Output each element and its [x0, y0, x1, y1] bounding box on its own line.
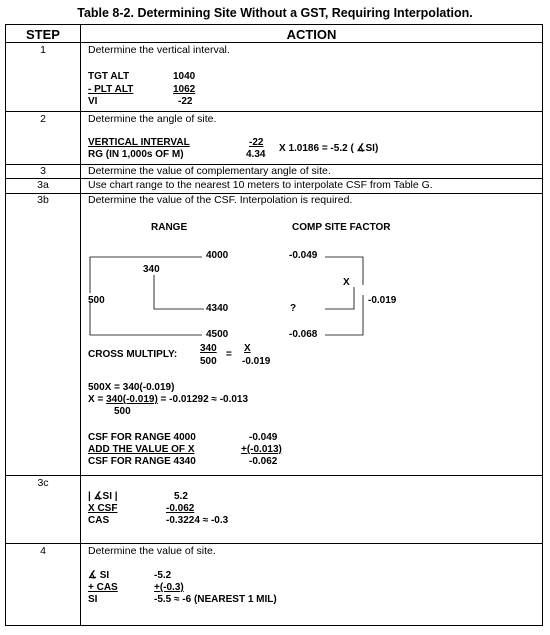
site-result-label: SI — [88, 594, 98, 605]
x-csf-value: -0.062 — [166, 503, 195, 514]
step-3a-action: Use chart range to the nearest 10 meters to interpolate CSF from Table G. — [88, 179, 433, 191]
step-4: 4 — [40, 545, 46, 557]
interpolation-diagram — [6, 25, 542, 625]
cm-den-1: 500 — [200, 356, 217, 367]
step-4-action: Determine the value of site. — [88, 545, 216, 557]
csf-4340-value: -0.062 — [249, 456, 278, 467]
range-500: 500 — [88, 295, 105, 306]
site-cas-value: +(-0.3) — [154, 582, 184, 593]
site-si-label: ∡ SI — [88, 570, 110, 581]
angle-of-site-result: X 1.0186 = -5.2 ( ∡SI) — [279, 143, 379, 154]
range-4500: 4500 — [206, 329, 229, 340]
action-header: ACTION — [286, 27, 337, 42]
add-x-label: ADD THE VALUE OF X — [88, 444, 195, 455]
tgt-alt-value: 1040 — [173, 71, 196, 82]
value-fraction-denominator: 4.34 — [246, 149, 266, 160]
csf-068: -0.068 — [289, 329, 318, 340]
vi-label: VI — [88, 96, 98, 107]
equation-2: X = 340(-0.019) = -0.01292 ≈ -0.013 — [88, 394, 249, 405]
step-1-action: Determine the vertical interval. — [88, 44, 230, 56]
cas-value: -0.3224 ≈ -0.3 — [166, 515, 229, 526]
row-divider — [6, 543, 542, 544]
csf-4340-label: CSF FOR RANGE 4340 — [88, 456, 196, 467]
site-cas-label: + CAS — [88, 582, 118, 593]
vi-fraction-numerator: VERTICAL INTERVAL — [88, 137, 190, 148]
cm-equals: = — [226, 349, 232, 360]
step-2: 2 — [40, 113, 46, 125]
csf-unknown: ? — [290, 303, 297, 314]
procedure-table — [5, 24, 543, 626]
si-abs-value: 5.2 — [174, 491, 188, 502]
tgt-alt-label: TGT ALT — [88, 71, 130, 82]
csf-4000-label: CSF FOR RANGE 4000 — [88, 432, 196, 443]
csf-049: -0.049 — [289, 250, 318, 261]
equation-3: 500 — [114, 406, 131, 417]
step-header: STEP — [26, 27, 60, 42]
range-4340: 4340 — [206, 303, 229, 314]
x-csf-label: X CSF — [88, 503, 118, 514]
range-bracket-outer-top — [90, 257, 202, 293]
csf-4000-value: -0.049 — [249, 432, 278, 443]
csf-bracket-q — [325, 287, 354, 309]
equation-1: 500X = 340(-0.019) — [88, 382, 175, 393]
range-340: 340 — [143, 264, 160, 275]
cm-den-2: -0.019 — [242, 356, 271, 367]
cm-num-2: X — [244, 343, 251, 354]
vi-value: -22 — [178, 96, 193, 107]
step-3b: 3b — [37, 194, 49, 206]
plt-alt-label: - PLT ALT — [88, 84, 134, 95]
range-header: RANGE — [151, 222, 188, 233]
add-x-value: +(-0.013) — [241, 444, 282, 455]
csf-019: -0.019 — [368, 295, 397, 306]
cas-label: CAS — [88, 515, 110, 526]
si-abs-label: | ∡SI | — [88, 491, 118, 502]
step-3: 3 — [40, 165, 46, 177]
table-title: Table 8-2. Determining Site Without a GST, Requiring Interpolation. — [77, 6, 473, 20]
step-2-action: Determine the angle of site. — [88, 113, 217, 125]
value-fraction-numerator: -22 — [249, 137, 264, 148]
step-3c: 3c — [37, 477, 49, 489]
plt-alt-value: 1062 — [173, 84, 196, 95]
range-bracket-outer-bottom — [90, 301, 202, 335]
range-4000: 4000 — [206, 250, 229, 261]
step-1: 1 — [40, 44, 46, 56]
site-si-value: -5.2 — [154, 570, 172, 581]
comp-site-factor-header: COMP SITE FACTOR — [292, 222, 391, 233]
cross-multiply-label: CROSS MULTIPLY: — [88, 349, 178, 360]
vi-fraction-denominator: RG (IN 1,000s OF M) — [88, 149, 184, 160]
site-result-value: -5.5 ≈ -6 (NEAREST 1 MIL) — [154, 594, 277, 605]
range-bracket-inner — [154, 275, 204, 309]
csf-x: X — [343, 277, 350, 288]
row-divider — [6, 475, 542, 476]
cm-num-1: 340 — [200, 343, 217, 354]
step-3a: 3a — [37, 179, 49, 191]
step-3-action: Determine the value of complementary angle of site. — [88, 165, 331, 177]
csf-bracket-bottom — [325, 295, 363, 335]
step-3b-action: Determine the value of the CSF. Interpolation is required. — [88, 194, 353, 206]
